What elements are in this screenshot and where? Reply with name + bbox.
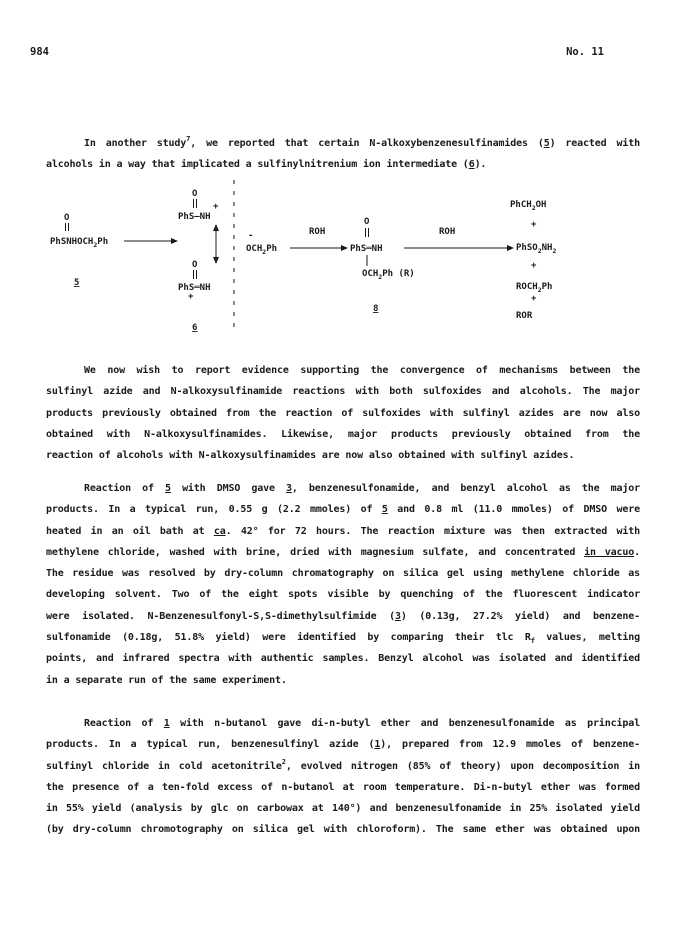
text-line: products previously obtained from the reaction of sulfoxides with sulfinyl azides are now also (46, 407, 640, 419)
oxygen-label: O (364, 217, 370, 227)
sulfinylnitrenium-top: PhS—NH (178, 212, 211, 222)
arrow-head (213, 224, 219, 231)
product-benzenesulfonamide: $PhSO_2NH_2$ (516, 243, 557, 255)
text-line: alcohols in a way that implicated a sulfinylnitrenium ion intermediate (6). (46, 159, 487, 171)
text-line: in a separate run of the same experiment. (46, 674, 287, 686)
compound-5-formula: PhSNHOCH$_2$Ph (50, 237, 109, 249)
plus-sign: + (531, 294, 537, 304)
journal-issue: No. 11 (566, 46, 604, 58)
paragraph-dmso-reaction (46, 478, 640, 691)
charge-plus: + (213, 202, 219, 212)
text-line: the presence of a ten-fold excess of n-butanol at room temperature. Di-n-butyl ether was formed (46, 781, 640, 793)
text-line: sulfinyl azide and N-alkoxysulfinamide reactions with both sulfoxides and alcohols. The major (46, 386, 640, 398)
text-line: products. In a typical run, benzenesulfinyl azide (1), prepared from 12.9 mmoles of benzene- (46, 739, 640, 751)
text-line: in 55% yield (analysis by glc on carbowax at 140°) and benzenesulfonamide in 25% isolated yield (46, 803, 640, 815)
compound-label-8: 8 (373, 304, 379, 314)
arrow-head (341, 245, 348, 251)
oxygen-label: O (64, 213, 70, 223)
text-line: methylene chloride, washed with brine, dried with magnesium sulfate, and concentrated in vacuo. (46, 546, 640, 558)
text-line: obtained with N-alkoxysulfinamides. Likewise, major products previously obtained from the (46, 428, 640, 440)
charge-plus: + (188, 292, 194, 302)
paragraph-butanol-reaction (46, 713, 640, 841)
charge-minus: - (248, 231, 254, 241)
oxygen-label: O (192, 189, 198, 199)
text-line: products. In a typical run, 0.55 g (2.2 mmoles) of 5 and 0.8 ml (11.0 mmoles) of DMSO were (46, 504, 640, 516)
text-line: sulfonamide (0.18g, 51.8% yield) were identified by comparing their tlc $R_f$ values, melting (46, 632, 640, 646)
page-number: 984 (30, 46, 49, 58)
reference-marker: 7 (186, 135, 191, 143)
intermediate-8-substituent: $OCH_2Ph$ (R) (362, 269, 415, 281)
oxygen-label: O (192, 260, 198, 270)
text-line: The residue was resolved by dry-column chromatography on silica gel using methylene chloride as (46, 568, 640, 580)
text-line: Reaction of 1 with n-butanol gave di-n-butyl ether and benzenesulfonamide as principal (84, 718, 640, 729)
arrow-head (213, 257, 219, 264)
reference-marker: 2 (281, 757, 286, 766)
text-line: were isolated. N-Benzenesulfonyl-S,S-dimethylsulfimide (3) (0.13g, 27.2% yield) and benzene- (46, 610, 641, 622)
text-line: heated in an oil bath at ca. 42° for 72 hours. The reaction mixture was then extracted with (46, 525, 640, 537)
benzyloxide-formula: $OCH_2Ph$ (246, 244, 278, 256)
text-line: Reaction of 5 with DMSO gave 3, benzenesulfonamide, and benzyl alcohol as the major (84, 483, 640, 494)
text-line: (by dry-column chromotography on silica gel with chloroform). The same ether was obtained upon (46, 824, 640, 836)
text-line: sulfinyl chloride in cold acetonitrile$^2$, evolved nitrogen (85% of theory) upon decomposition in (46, 757, 640, 772)
compound-label-5: 5 (74, 278, 80, 288)
product-benzyl-alcohol: PhCH$_2$OH (510, 200, 547, 212)
intermediate-8-formula: PhS═NH (350, 244, 383, 254)
arrow-head (171, 238, 178, 244)
text-line: points, and infrared spectra with authentic samples. Benzyl alcohol was isolated and identified (46, 653, 640, 665)
arrow-head (507, 245, 514, 251)
text-line: developing solvent. Two of the eight spots visible by quenching of the fluorescent indicator (46, 589, 640, 601)
text-line: In another study$^7$, we reported that certain N-alkoxybenzenesulfinamides (5) reacted with (84, 135, 640, 149)
reaction-scheme (0, 168, 680, 348)
product-dialkyl-ether: ROR (516, 311, 533, 321)
plus-sign: + (531, 261, 537, 271)
sulfinylnitrenium-bottom: PhS═NH (178, 283, 211, 293)
product-benzyl-ether: $ROCH_2Ph$ (516, 282, 553, 294)
text-line: reaction of alcohols with N-alkoxysulfinamides are now also obtained with sulfinyl azides. (46, 450, 575, 462)
reagent-label: ROH (309, 227, 326, 237)
text-line: We now wish to report evidence supporting the convergence of mechanisms between the (84, 365, 640, 376)
paragraph-convergence (46, 360, 640, 466)
reagent-label: ROH (439, 227, 456, 237)
compound-label-6: 6 (192, 323, 198, 333)
plus-sign: + (531, 220, 537, 230)
